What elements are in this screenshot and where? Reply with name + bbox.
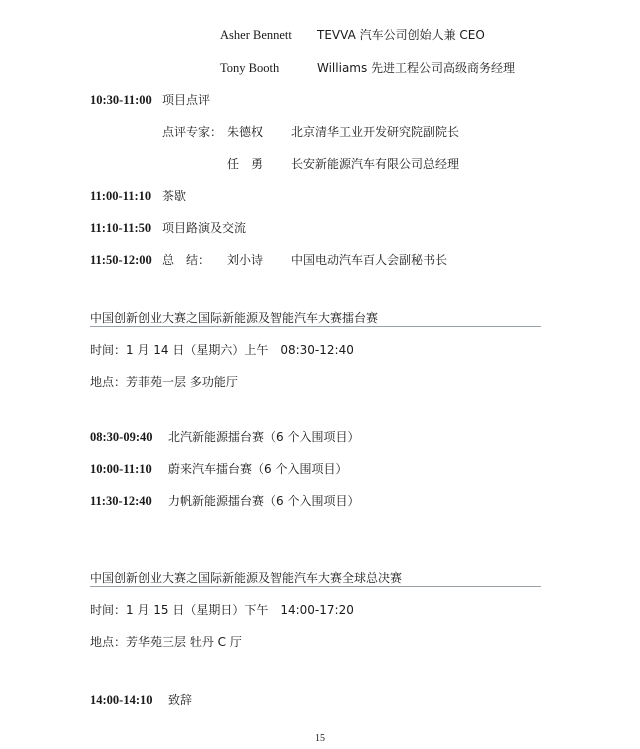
agenda-person: 刘小诗 <box>227 253 264 267</box>
agenda-role: 中国电动汽车百人会副秘书长 <box>291 253 448 267</box>
agenda-item: 项目路演及交流 <box>162 221 247 235</box>
guest-title: TEVVA 汽车公司创始人兼 CEO <box>317 28 485 42</box>
agenda-item: 总 结： <box>162 253 211 267</box>
session-place: 地点：芳华苑三层 牡丹 C 厅 <box>90 635 242 649</box>
section-rule <box>90 586 541 587</box>
guest-name: Asher Bennett <box>220 28 292 42</box>
guest-title: Williams 先进工程公司高级商务经理 <box>317 61 516 75</box>
section-heading: 中国创新创业大赛之国际新能源及智能汽车大赛全球总决赛 <box>90 571 403 585</box>
agenda-item: 蔚来汽车擂台赛（6 个入围项目） <box>168 462 348 476</box>
agenda-item: 项目点评 <box>162 93 211 107</box>
agenda-item: 致辞 <box>168 693 193 707</box>
guest-name: Tony Booth <box>220 61 280 75</box>
agenda-item: 茶歇 <box>162 189 187 203</box>
agenda-time: 11:50-12:00 <box>90 253 152 267</box>
reviewer-org: 北京清华工业开发研究院副院长 <box>291 125 460 139</box>
session-time: 时间：1 月 15 日（星期日）下午 14:00-17:20 <box>90 603 354 617</box>
agenda-item: 北汽新能源擂台赛（6 个入围项目） <box>168 430 360 444</box>
session-place: 地点：芳菲苑一层 多功能厅 <box>90 375 238 389</box>
agenda-time: 08:30-09:40 <box>90 430 153 444</box>
section-rule <box>90 326 541 327</box>
agenda-time: 11:10-11:50 <box>90 221 152 235</box>
agenda-time: 10:30-11:00 <box>90 93 152 107</box>
session-time: 时间：1 月 14 日（星期六）上午 08:30-12:40 <box>90 343 354 357</box>
reviewer-label: 点评专家： <box>162 125 223 139</box>
page-number: 15 <box>315 733 325 744</box>
reviewer-org: 长安新能源汽车有限公司总经理 <box>291 157 460 171</box>
agenda-time: 14:00-14:10 <box>90 693 153 707</box>
section-heading: 中国创新创业大赛之国际新能源及智能汽车大赛擂台赛 <box>90 311 379 325</box>
agenda-time: 11:00-11:10 <box>90 189 152 203</box>
agenda-time: 10:00-11:10 <box>90 462 152 476</box>
agenda-item: 力帆新能源擂台赛（6 个入围项目） <box>168 494 360 508</box>
reviewer-name: 朱德权 <box>227 125 264 139</box>
reviewer-name: 任 勇 <box>227 157 264 171</box>
agenda-time: 11:30-12:40 <box>90 494 152 508</box>
